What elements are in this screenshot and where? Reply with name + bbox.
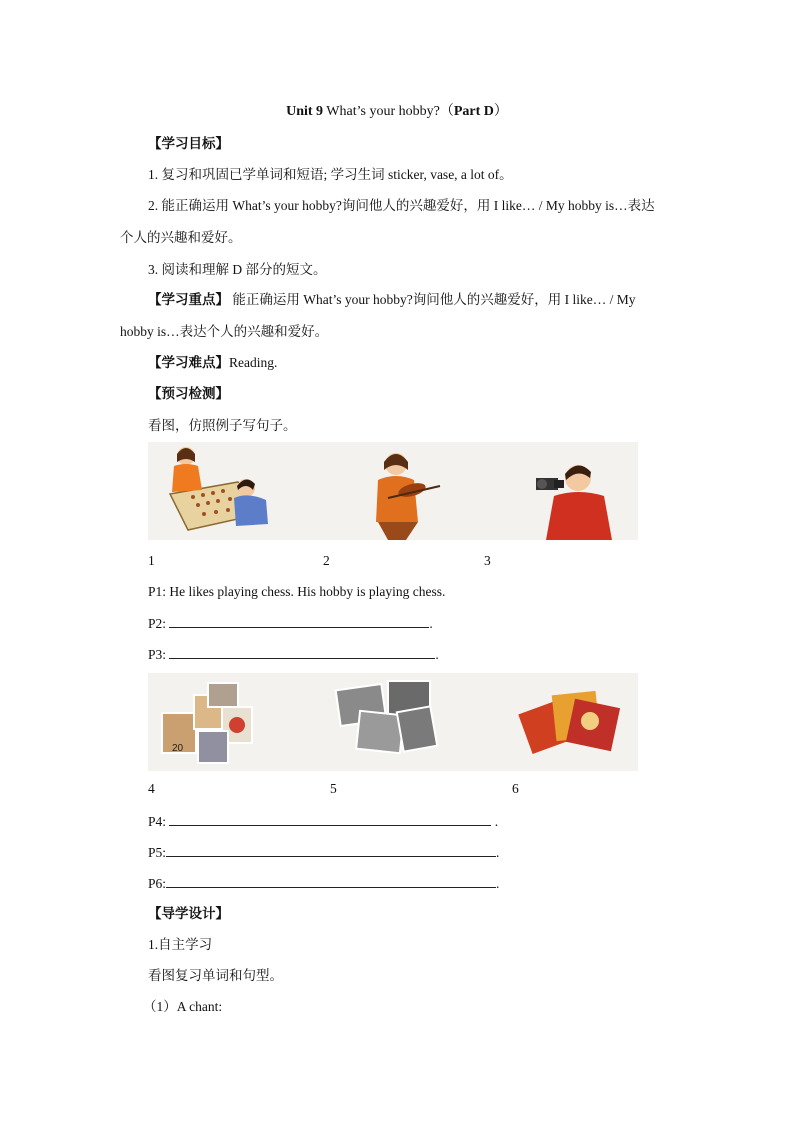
- picture-number-5: 5: [330, 781, 337, 796]
- difficulty-heading: 【学习难点】: [148, 355, 229, 370]
- goal-2-line-2: 个人的兴趣和爱好。: [120, 230, 242, 245]
- answer-p6: P6: .: [148, 876, 500, 891]
- p5-label: P5:: [148, 845, 167, 860]
- storybooks-illustration: [518, 691, 620, 754]
- difficulty: [148, 354, 277, 372]
- p4-blank-line[interactable]: [169, 812, 491, 826]
- picture-number-4: 4: [148, 781, 155, 796]
- photos-illustration: [336, 681, 437, 753]
- p6-blank-line[interactable]: [166, 874, 496, 888]
- preview-heading: 【预习检测】: [148, 386, 229, 401]
- goal-1: 1. 复习和巩固已学单词和短语; 学习生词 sticker, vase, a lot of。: [148, 167, 513, 182]
- goals-heading: 【学习目标】: [148, 136, 229, 151]
- picture-number-1: 1: [148, 553, 155, 568]
- key-points: [148, 291, 635, 309]
- p2-blank-line[interactable]: [169, 614, 429, 628]
- p3-label: P3:: [148, 647, 167, 662]
- p3-blank-line[interactable]: [169, 645, 435, 659]
- picture-number-3: 3: [484, 553, 491, 568]
- title-unit: Unit 9: [286, 104, 324, 119]
- chant-label: （1）A chant:: [143, 999, 223, 1014]
- title-part: Part D: [453, 104, 494, 119]
- picture-number-6: 6: [512, 781, 519, 796]
- key-heading: 【学习重点】: [148, 292, 229, 307]
- example-sentence: P1: He likes playing chess. His hobby is playing chess.: [148, 584, 446, 599]
- page-title: [0, 103, 794, 121]
- title-question: What’s your hobby?（: [323, 104, 454, 119]
- p5-blank-line[interactable]: [166, 843, 496, 857]
- violin-player-illustration: [376, 453, 440, 540]
- stamp-value-text: 20: [172, 743, 184, 754]
- self-study: 1.自主学习: [148, 937, 213, 952]
- goal-2-line-1: 2. 能正确运用 What’s your hobby?询问他人的兴趣爱好，用 I like… / My hobby is…表达: [148, 198, 655, 213]
- chess-players-illustration: [170, 447, 268, 530]
- design-heading: 【导学设计】: [148, 906, 229, 921]
- review-instruction: 看图复习单词和句型。: [148, 968, 283, 983]
- goal-3: 3. 阅读和理解 D 部分的短文。: [148, 262, 327, 277]
- photographer-illustration: [536, 465, 612, 540]
- answer-p4: P4: .: [148, 814, 499, 829]
- key-text-line-1: 能正确运用 What’s your hobby?询问他人的兴趣爱好，用 I like… / My: [229, 292, 636, 307]
- picture-strip-hobbies: [148, 442, 638, 540]
- answer-p2: P2: .: [148, 616, 433, 631]
- p6-label: P6:: [148, 876, 167, 891]
- difficulty-text: Reading.: [229, 355, 278, 370]
- picture-strip-collections: [148, 673, 638, 771]
- stamps-illustration: [162, 683, 252, 763]
- answer-p5: P5: .: [148, 845, 500, 860]
- picture-number-2: 2: [323, 553, 330, 568]
- answer-p3: P3: .: [148, 647, 439, 662]
- p4-label: P4:: [148, 814, 167, 829]
- p2-label: P2:: [148, 616, 167, 631]
- key-text-line-2: hobby is…表达个人的兴趣和爱好。: [120, 324, 329, 339]
- instruction: 看图，仿照例子写句子。: [148, 418, 297, 433]
- title-close: ）: [493, 104, 508, 119]
